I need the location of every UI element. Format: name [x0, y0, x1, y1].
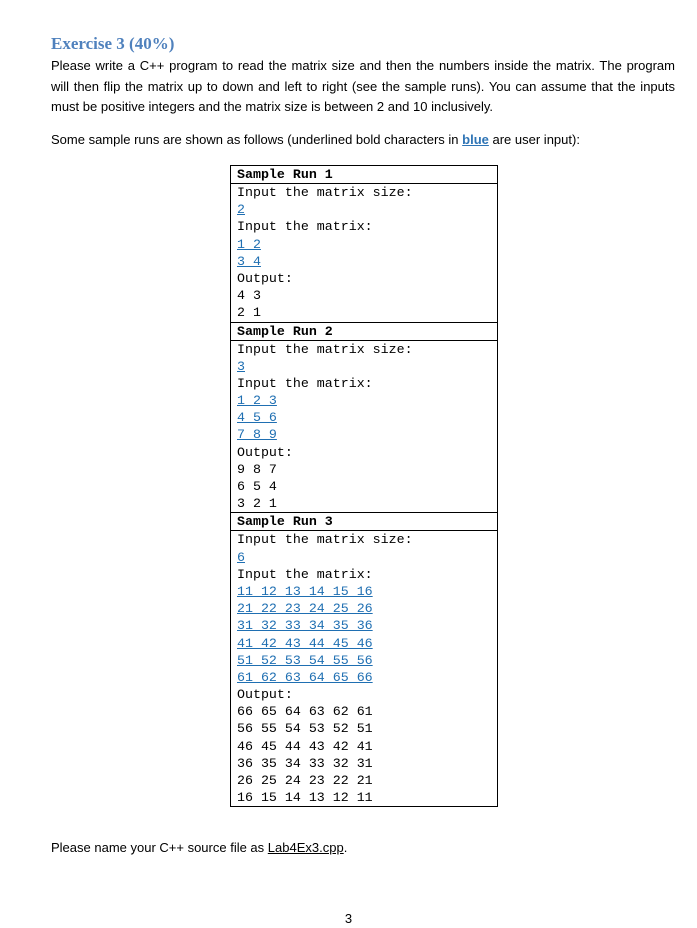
output-label: Output:: [237, 270, 293, 286]
user-input-row: 61 62 63 64 65 66: [237, 669, 373, 685]
user-input-size: 6: [237, 549, 245, 565]
sample-run-title: Sample Run 3: [231, 513, 497, 531]
sample-run-body: [231, 184, 497, 323]
sample-run-body: [231, 341, 497, 514]
intro-paragraph: Please write a C++ program to read the matrix size and then the numbers inside the matrix. The program will then flip the matrix up to down and left to right (see the sample runs). You can assume that the inputs must be positive integers and the matrix size is between 2 and 10 inclusively.: [51, 58, 675, 114]
user-input-row: 1 2: [237, 236, 261, 252]
user-input-row: 21 22 23 24 25 26: [237, 601, 373, 617]
prompt-size-text: Input the matrix size:: [237, 341, 413, 357]
prompt-matrix-text: Input the matrix:: [237, 375, 373, 391]
user-input-size: 3: [237, 358, 245, 374]
source-filename: Lab4Ex3.cpp: [267, 840, 344, 855]
output-label: Output:: [237, 444, 293, 460]
user-input-row: 11 12 13 14 15 16: [237, 583, 373, 599]
user-input-row: 31 32 33 34 35 36: [237, 618, 373, 634]
output-row: 9 8 7: [237, 461, 277, 477]
output-row: 36 35 34 33 32 31: [237, 755, 373, 771]
prompt-matrix-text: Input the matrix:: [237, 219, 373, 235]
footer-period: .: [343, 840, 348, 855]
footer-note: [51, 840, 347, 855]
prompt-size-text: Input the matrix size:: [237, 532, 413, 548]
output-row: 26 25 24 23 22 21: [237, 773, 373, 788]
sample-runs-table: [230, 165, 498, 807]
sample-run-title: Sample Run 2: [231, 323, 497, 341]
output-row: 56 55 54 53 52 51: [237, 721, 373, 737]
prompt-size-text: Input the matrix size:: [237, 185, 413, 200]
output-row: 66 65 64 63 62 61: [237, 704, 373, 720]
user-input-row: 7 8 9: [237, 427, 277, 443]
user-input-row: 51 52 53 54 55 56: [237, 652, 373, 668]
output-row: 4 3: [237, 288, 261, 304]
output-row: 46 45 44 43 42 41: [237, 738, 373, 754]
exercise-heading: Exercise 3 (40%): [51, 34, 175, 53]
output-row: 3 2 1: [237, 496, 277, 512]
samples-note-text-end: are user input):: [488, 132, 580, 147]
user-input-row: 41 42 43 44 45 46: [237, 635, 373, 651]
output-label: Output:: [237, 687, 293, 703]
user-input-row: 3 4: [237, 253, 261, 269]
samples-note: [51, 130, 675, 151]
footer-text: Please name your C++ source file as: [51, 840, 268, 855]
user-input-row: 4 5 6: [237, 410, 277, 426]
samples-note-text: Some sample runs are shown as follows (underlined bold characters in: [51, 132, 463, 147]
output-row: 6 5 4: [237, 479, 277, 494]
sample-run-body: [231, 531, 497, 806]
prompt-matrix-text: Input the matrix:: [237, 566, 373, 582]
output-row: 16 15 14 13 12 11: [237, 790, 373, 806]
user-input-row: 1 2 3: [237, 393, 277, 409]
sample-run-title: Sample Run 1: [231, 166, 497, 184]
page-number: 3: [344, 911, 353, 926]
output-row: 2 1: [237, 305, 261, 321]
samples-note-blue: blue: [462, 132, 489, 147]
user-input-size: 2: [237, 202, 245, 218]
